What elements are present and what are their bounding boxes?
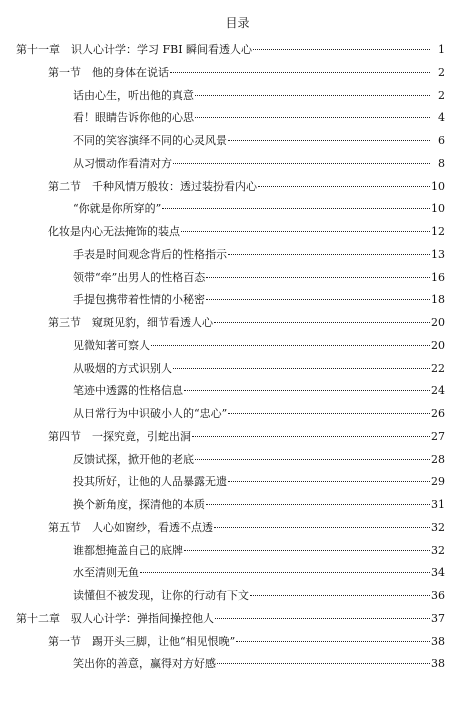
dot-leader xyxy=(173,163,430,164)
toc-entry[interactable] xyxy=(0,312,475,335)
toc-entry-page-number: 32 xyxy=(431,543,445,557)
toc-entry-title: 手表是时间观念背后的性格指示 xyxy=(73,247,227,261)
dot-leader xyxy=(206,504,430,505)
toc-entry[interactable] xyxy=(0,562,475,585)
toc-entry-page-number: 1 xyxy=(438,43,445,56)
toc-entry-title: 第十一章 识人心计学：学习 FBI 瞬间看透人心 xyxy=(16,43,253,56)
toc-entry-title: 笔迹中透露的性格信息 xyxy=(73,384,183,398)
dot-leader xyxy=(173,368,430,369)
dot-leader xyxy=(214,322,430,323)
toc-entry-title: 从日常行为中识破小人的“忠心” xyxy=(73,407,228,420)
toc-entry[interactable] xyxy=(0,244,475,267)
dot-leader xyxy=(214,527,430,528)
toc-entry-page-number: 18 xyxy=(431,293,445,307)
toc-entry-page-number: 6 xyxy=(438,134,445,147)
toc-entry-title: 见微知著可察人 xyxy=(73,338,150,352)
dot-leader xyxy=(151,345,430,346)
dot-leader xyxy=(236,641,430,642)
toc-entry-page-number: 38 xyxy=(431,634,445,648)
dot-leader xyxy=(184,550,430,551)
toc-entry[interactable] xyxy=(0,39,475,62)
toc-entry-title: “你就是你所穿的” xyxy=(73,202,162,216)
toc-entry-title: 第一节 他的身体在说话 xyxy=(48,65,169,79)
toc-entry-title: 不同的笑容演绎不同的心灵风景 xyxy=(73,134,227,147)
toc-entry[interactable] xyxy=(0,540,475,563)
toc-entry-title: 谁都想掩盖自己的底牌 xyxy=(73,543,183,557)
dot-leader xyxy=(250,595,430,596)
dot-leader xyxy=(192,436,430,437)
toc-entry[interactable] xyxy=(0,471,475,494)
toc-entry-title: 第四节 一探究竟，引蛇出洞 xyxy=(48,429,191,443)
dot-leader xyxy=(170,72,430,73)
toc-entry-page-number: 29 xyxy=(431,475,445,489)
toc-entry[interactable] xyxy=(0,653,475,676)
dot-leader xyxy=(228,254,430,255)
toc-entry-page-number: 20 xyxy=(431,338,445,352)
toc-entry[interactable] xyxy=(0,494,475,517)
toc-entry-title: 从习惯动作看清对方 xyxy=(73,156,172,170)
toc-entry-title: 笑出你的善意，赢得对方好感 xyxy=(73,657,216,671)
toc-entry-title: 第一节 踢开头三脚，让他“相见恨晚” xyxy=(48,634,236,648)
toc-entry[interactable] xyxy=(0,153,475,176)
dot-leader xyxy=(140,572,430,573)
dot-leader xyxy=(181,231,430,232)
toc-entry-title: 话由心生，听出他的真意 xyxy=(73,88,194,102)
dot-leader xyxy=(195,459,430,460)
toc-entry-page-number: 26 xyxy=(431,407,445,420)
dot-leader xyxy=(228,140,430,141)
toc-entry-title: 第二节 千种风情万般妆：透过装扮看内心 xyxy=(48,179,257,193)
toc-entry[interactable] xyxy=(0,335,475,358)
toc-entry-page-number: 38 xyxy=(431,657,445,671)
toc-entry[interactable] xyxy=(0,403,475,426)
toc-entry-title: 第五节 人心如窗纱，看透不点透 xyxy=(48,520,213,534)
toc-entry-title: 看！眼睛告诉你他的心思 xyxy=(73,111,194,125)
toc-entry-title: 水至清则无鱼 xyxy=(73,566,139,580)
toc-entry-page-number: 24 xyxy=(431,384,445,398)
toc-entry[interactable] xyxy=(0,449,475,472)
toc-entry[interactable] xyxy=(0,289,475,312)
toc-entry-title: 领带“牵”出男人的性格百态 xyxy=(73,270,206,284)
toc-entry-title: 手提包携带着性情的小秘密 xyxy=(73,293,205,307)
toc-entry[interactable] xyxy=(0,631,475,654)
toc-entry-page-number: 10 xyxy=(431,202,445,216)
toc-entry-page-number: 37 xyxy=(431,611,445,625)
toc-entry-page-number: 34 xyxy=(431,566,445,580)
toc-entry[interactable] xyxy=(0,426,475,449)
toc-entry-page-number: 4 xyxy=(438,111,445,125)
dot-leader xyxy=(215,618,430,619)
dot-leader xyxy=(206,277,430,278)
dot-leader xyxy=(195,95,430,96)
toc-entry[interactable] xyxy=(0,380,475,403)
toc-entry[interactable] xyxy=(0,358,475,381)
dot-leader xyxy=(184,390,430,391)
toc-entry-title: 换个新角度，探清他的本质 xyxy=(73,498,205,511)
toc-entry[interactable] xyxy=(0,85,475,108)
dot-leader xyxy=(253,49,430,50)
toc-entry[interactable] xyxy=(0,198,475,221)
toc-entry[interactable] xyxy=(0,585,475,608)
page-title: 目录 xyxy=(225,16,250,30)
dot-leader xyxy=(228,413,430,414)
toc-entry[interactable] xyxy=(0,176,475,199)
toc-entry-page-number: 16 xyxy=(431,270,445,284)
toc-entry-page-number: 22 xyxy=(431,361,445,375)
toc-entry-title: 化妆是内心无法掩饰的装点 xyxy=(48,225,180,238)
dot-leader xyxy=(228,481,430,482)
toc-entry-page-number: 32 xyxy=(431,520,445,534)
toc-entry[interactable] xyxy=(0,517,475,540)
toc-entry-page-number: 27 xyxy=(431,429,445,443)
dot-leader xyxy=(195,117,430,118)
toc-entry-title: 读懂但不被发现，让你的行动有下文 xyxy=(73,589,249,602)
toc-entry-page-number: 10 xyxy=(431,179,445,193)
dot-leader xyxy=(206,299,430,300)
toc-entry[interactable] xyxy=(0,130,475,153)
toc-entry[interactable] xyxy=(0,608,475,631)
toc-entry-page-number: 31 xyxy=(431,498,445,511)
toc-entry[interactable] xyxy=(0,107,475,130)
toc-entry-title: 投其所好，让他的人品暴露无遗 xyxy=(73,475,227,489)
toc-list xyxy=(0,39,475,676)
dot-leader xyxy=(258,186,430,187)
toc-entry-title: 反馈试探，掀开他的老底 xyxy=(73,452,194,466)
toc-entry[interactable] xyxy=(0,221,475,244)
toc-entry-page-number: 13 xyxy=(431,247,445,261)
toc-entry-page-number: 2 xyxy=(438,65,445,79)
toc-entry-page-number: 2 xyxy=(438,88,445,102)
toc-entry-title: 第十二章 驭人心计学：弹指间操控他人 xyxy=(16,611,214,625)
toc-entry-page-number: 28 xyxy=(431,452,445,466)
dot-leader xyxy=(217,663,430,664)
toc-entry-page-number: 36 xyxy=(431,589,445,602)
toc-entry-page-number: 8 xyxy=(438,156,445,170)
dot-leader xyxy=(162,208,430,209)
toc-entry-title: 第三节 窥斑见豹，细节看透人心 xyxy=(48,316,213,329)
toc-entry[interactable] xyxy=(0,267,475,290)
toc-entry-page-number: 20 xyxy=(431,316,445,329)
toc-entry[interactable] xyxy=(0,62,475,85)
toc-entry-page-number: 12 xyxy=(431,225,445,238)
toc-entry-title: 从吸烟的方式识别人 xyxy=(73,361,172,375)
